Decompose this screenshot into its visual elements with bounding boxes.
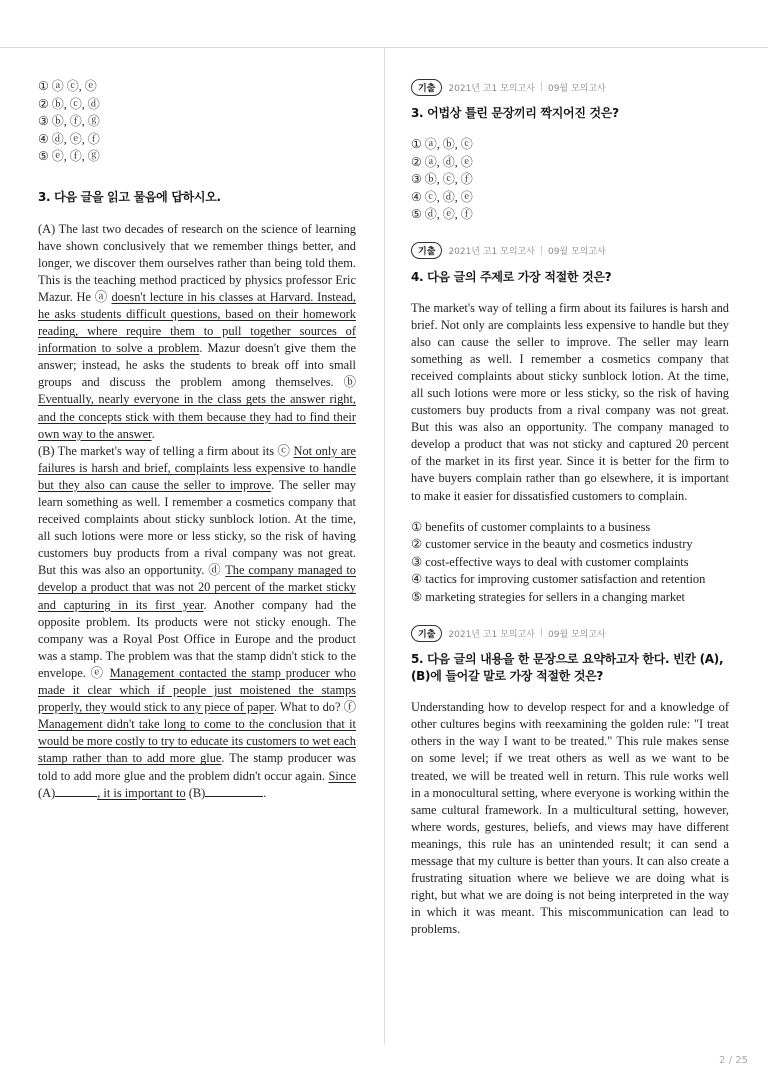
source-month: 09월 모의고사 [547,83,606,94]
underline-f: Management didn't take long to come to the conclusion that it would be more costly to try to educate its customers to wet each stamp rather than to add more glue [38,717,356,766]
pa-text-3: . [151,426,155,441]
past-exam-badge: 기출 [411,242,442,259]
past-exam-badge: 기출 [411,625,442,642]
pb-text-4: . What to do? ⓕ [273,700,356,715]
underline-a: doesn't lecture in his classes at Harvard. Instead, he asks students difficult questions, based on their homework reading, where require them to pull together sources of information to solve a problem [38,289,357,356]
source-tag-row [411,624,729,642]
option-4: ④ ⓒ, ⓓ, ⓔ [411,189,473,204]
column-divider [384,48,385,1045]
question-title: 3. 어법상 틀린 문장끼리 짝지어진 것은? [411,106,619,120]
option-1: ① ⓐ, ⓑ, ⓒ [411,137,473,151]
question-title: 4. 다음 글의 주제로 가장 적절한 것은? [411,269,612,284]
left-column [38,78,356,802]
question-title: 5. 다음 글의 내용을 한 문장으로 요약하고자 한다. 빈칸 (A), (B)에 들어갈 말로 가장 적절한 것은? [411,652,724,684]
passage-ab [38,221,356,802]
pb-text-1: (B) The market's way of telling a firm about its ⓒ [38,443,294,458]
question-passage: Understanding how to develop respect for and a knowledge of other cultures begins with reexamining the golden rule: "I treat others in the way I want to be treated." This rule makes sense on some level; if we treat others as well as we want to be treated, we will be treated well in return. This rule works well in a monocultural setting, where everyone is working within the same cultural framework. In a multicultural setting, however, where words, gestures, beliefs, and views may have different meanings, this rule has an unintended result; it can send a message that my culture is better than yours. It can also create a frustrating situation where we believe we are doing what is right, but what we are doing is not being interpreted in the way in which it was meant. This miscommunication can lead to problems. [411,700,729,937]
choice-1: ① benefits of customer complaints to a business [411,519,651,534]
source-month: 09월 모의고사 [547,629,606,640]
answer-options [411,136,729,224]
separator: | [539,245,543,256]
pb-text-2: . The seller may learn something as well. I remember a cosmetics company that received complaints about sticky sunblock lotion. At the time, all such lotions were more or less sticky, so the risk of having customers buy products from a rival company was not great. But this was also an opportunity. ⓓ [38,477,356,578]
blank-a [55,785,97,797]
right-column [411,78,729,956]
question-3 [411,78,729,224]
question-5 [411,624,729,938]
underline-b: Eventually, nearly everyone in the class gets the answer right, and the concepts stick with them because they had to find their own way to the answer [38,392,356,441]
section-title: 3. 다음 글을 읽고 물음에 답하시오. [38,189,221,204]
underline-important: , it is important to [97,785,186,800]
option-3: ③ ⓑ, ⓕ, ⓖ [38,114,100,128]
choice-4: ④ tactics for improving customer satisfaction and retention [411,572,706,587]
underline-c: Not only are failures is harsh and brief, complaints less expensive to handle but they also can cause the seller to improve [38,443,357,492]
option-3: ③ ⓑ, ⓒ, ⓕ [411,172,473,186]
option-1: ① ⓐ ⓒ, ⓔ [38,79,97,93]
separator: | [539,628,543,639]
underline-e: Management contacted the stamp producer who made it clear which if people just moistened the stamps properly, they would stick to any piece of paper [38,665,357,715]
option-4: ④ ⓓ, ⓔ, ⓕ [38,131,100,146]
pb-text-5: . The stamp producer was told to add more glue and the problem didn't occur again. [38,751,356,783]
pa-text-2: . Mazur doesn't give them the answer; instead, he asks the students to break off into small groups and discuss the problem among themselves. ⓑ [38,341,356,390]
pa-text-1: (A) The last two decades of research on the science of learning have shown conclusively that we remember things better, and longer, we discover them ourselves rather than being told them. This is the teaching method practiced by physics professor Eric Mazur. He ⓐ [38,221,356,304]
answer-options-previous [38,78,356,166]
source-month: 09월 모의고사 [547,247,606,257]
paragraph-a [38,221,356,443]
blank-b [205,785,263,797]
source-tag-row [411,78,729,96]
choice-3: ③ cost-effective ways to deal with customer complaints [411,554,689,569]
pb-text-8: . [263,785,267,800]
underline-d: The company managed to develop a product that was not 20 percent of the market sticky and capturing in its first year [38,563,356,612]
option-5: ⑤ ⓔ, ⓕ, ⓖ [38,149,100,163]
option-2: ② ⓐ, ⓓ, ⓔ [411,154,473,169]
past-exam-badge: 기출 [411,79,442,96]
question-4 [411,242,729,607]
source-year: 2021년 고1 모의고사 [448,83,535,94]
page-number: 2 / 25 [719,1055,748,1066]
paragraph-b [38,443,356,802]
pb-text-6: (A) [38,785,56,800]
pb-text-7: (B) [185,785,206,800]
separator: | [539,82,543,92]
source-year: 2021년 고1 모의고사 [448,629,535,640]
pb-text-3: . Another company had the opposite problem. Its products were not sticky enough. The company was a Royal Post Office in Europe and the product was a stamp. The problem was that the stamp didn't stick to the envelope. ⓔ [38,597,356,680]
question-passage: The market's way of telling a firm about its failures is harsh and brief. Not only are complaints less expensive to handle but they also can cause the seller to improve. The seller may learn something as well. I remember a cosmetics company that received complaints about sticky sunblock lotion. At the time, all such lotions were more or less sticky, so the risk of having customers buy products from a rival company was not great. But this was also an opportunity. The company managed to develop a product that was not sticky and captured 20 percent of the market in its first year. Since it is better for the firm to have buyers complain rather than go elsewhere, it is important to make it easier for dissatisfied customers to complain. [411,300,729,503]
choice-2: ② customer service in the beauty and cosmetics industry [411,537,693,552]
source-year: 2021년 고1 모의고사 [448,247,535,257]
underline-since: Since [328,768,356,783]
source-tag-row [411,242,729,260]
answer-choices [411,519,729,607]
choice-5: ⑤ marketing strategies for sellers in a changing market [411,589,685,604]
option-5: ⑤ ⓓ, ⓔ, ⓕ [411,207,473,221]
option-2: ② ⓑ, ⓒ, ⓓ [38,96,100,111]
